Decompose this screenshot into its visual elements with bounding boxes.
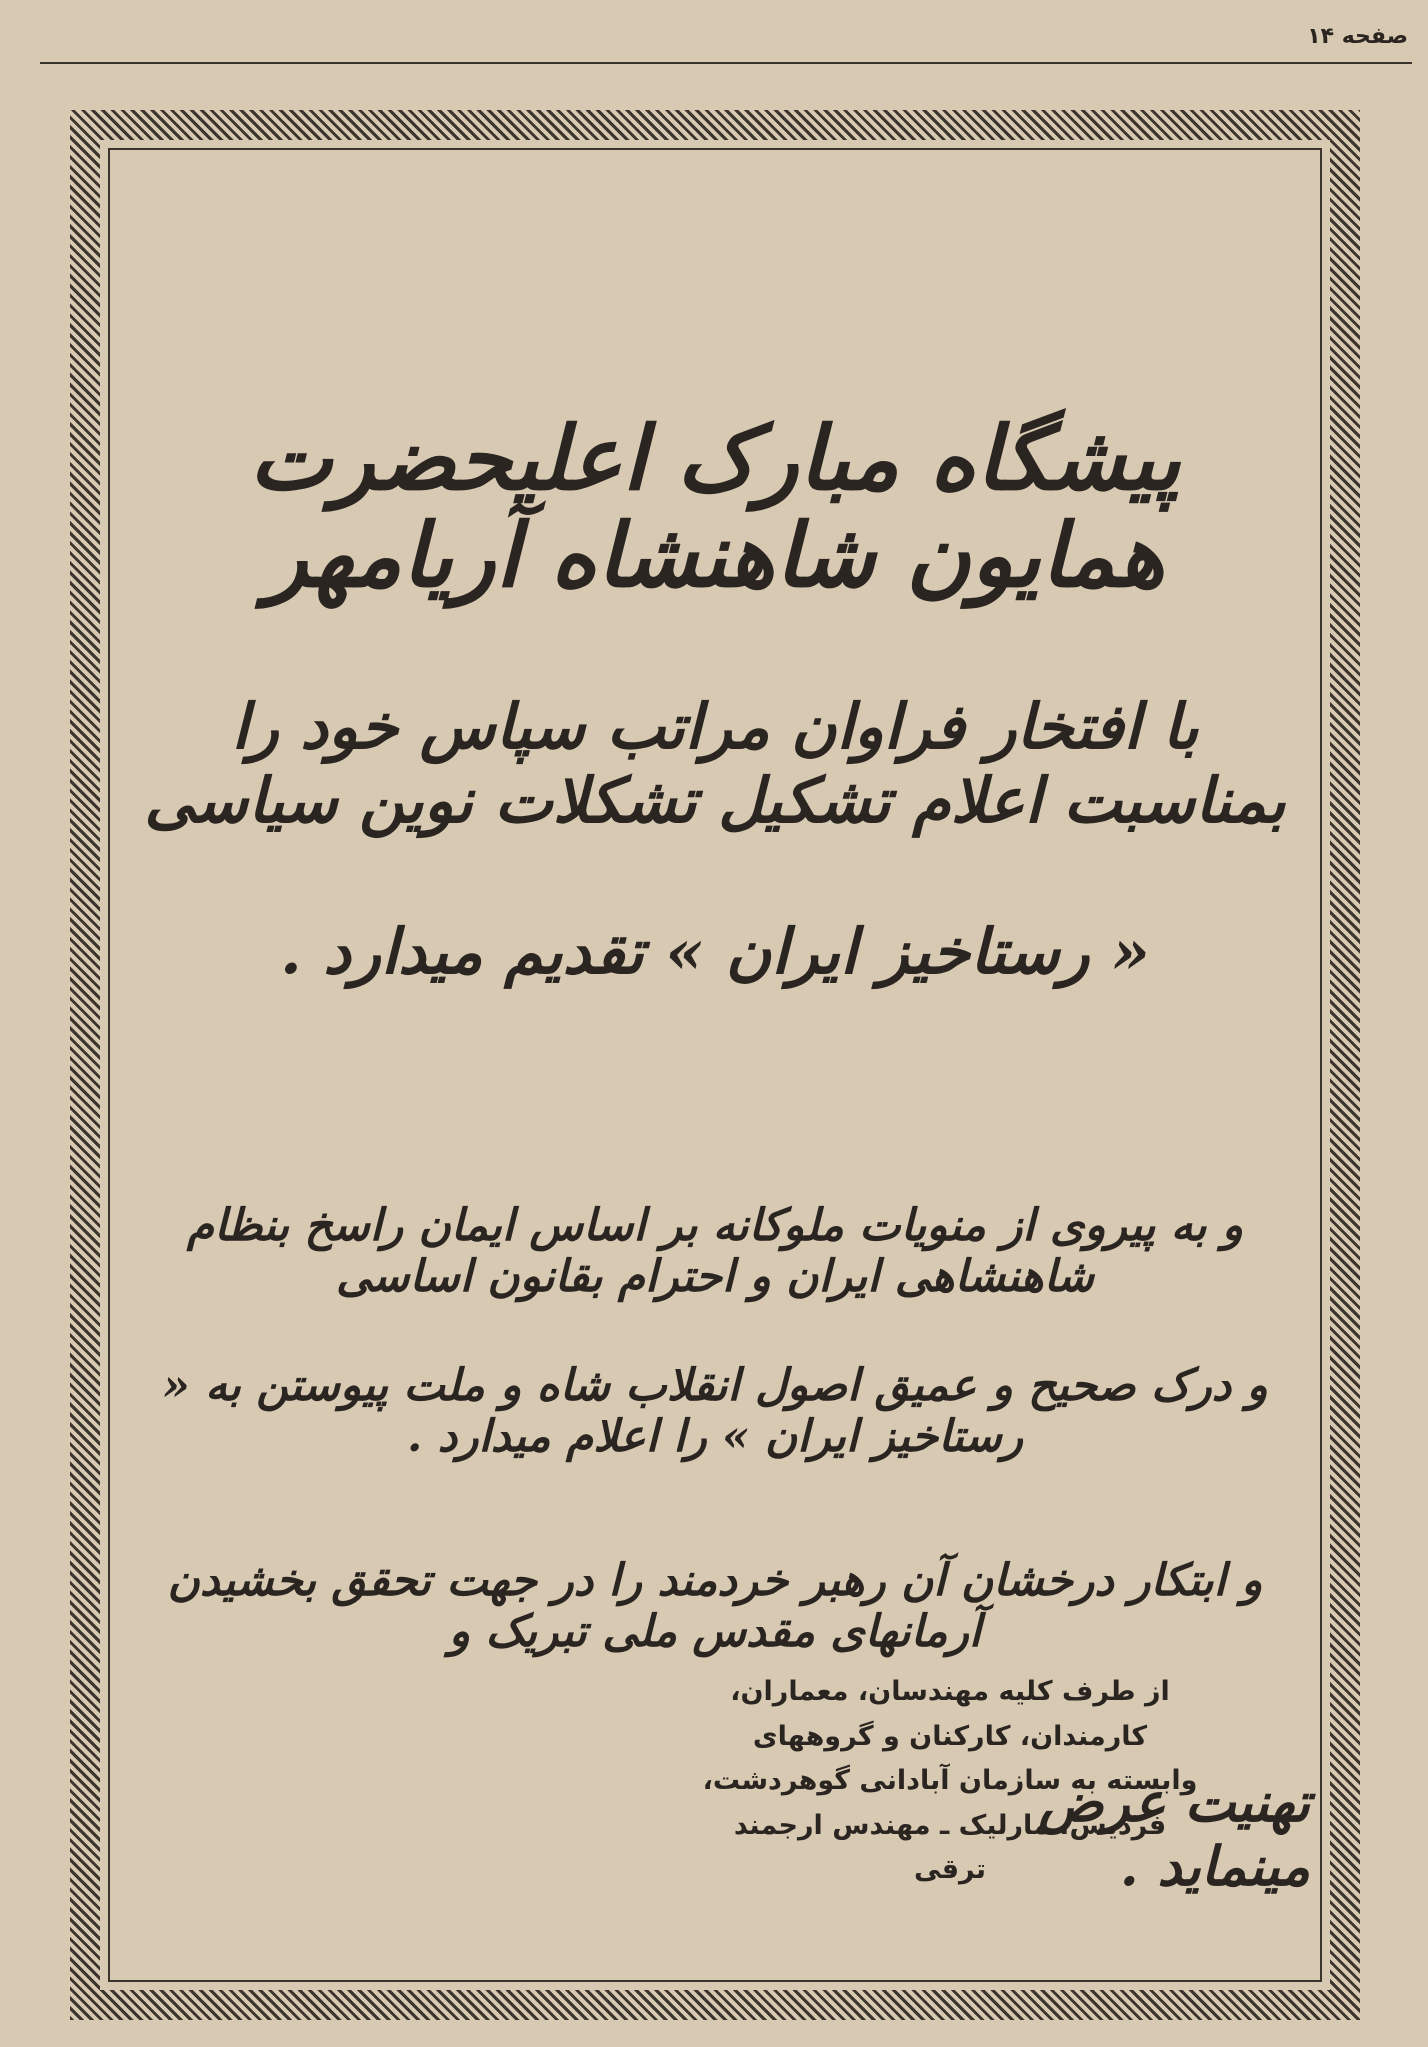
signature-line: فردیس، مارلیک ـ مهندس ارجمند ترقی bbox=[733, 1809, 1167, 1886]
page-header bbox=[40, 14, 1412, 64]
body-line-1: و به پیروی از منویات ملوکانه بر اساس ایمان راسخ بنظام شاهنشاهی ایران و احترام بقانون اساسی bbox=[186, 1200, 1244, 1302]
page-number: صفحه ۱۴ bbox=[1307, 24, 1408, 49]
closing-line: تهنیت عرض مینماید . bbox=[1038, 1770, 1310, 1898]
body-line-3: و ابتکار درخشان آن رهبر خردمند را در جهت تحقق بخشیدن آرمانهای مقدس ملی تبریک و bbox=[167, 1555, 1263, 1657]
signature-line: از طرف کلیه مهندسان، معماران، bbox=[730, 1676, 1170, 1707]
signature-line: وابسته به سازمان آبادانی گوهردشت، bbox=[702, 1765, 1198, 1797]
signature-line: کارمندان، کارکنان و گروههای bbox=[752, 1720, 1148, 1752]
advertisement bbox=[120, 160, 1310, 1970]
body-line-2: و درک صحیح و عمیق اصول انقلاب شاه و ملت پیوستن به « رستاخیز ایران » را اعلام میدارد . bbox=[162, 1360, 1268, 1462]
intro-line-1: با افتخار فراوان مراتب سپاس خود را بمناسبت اعلام تشکیل تشکلات نوین سیاسی bbox=[144, 690, 1286, 838]
headline: پیشگاه مبارک اعلیحضرت همایون شاهنشاه آریامهر bbox=[249, 406, 1181, 607]
intro-line-2: « رستاخیز ایران » تقدیم میدارد . bbox=[280, 915, 1150, 988]
